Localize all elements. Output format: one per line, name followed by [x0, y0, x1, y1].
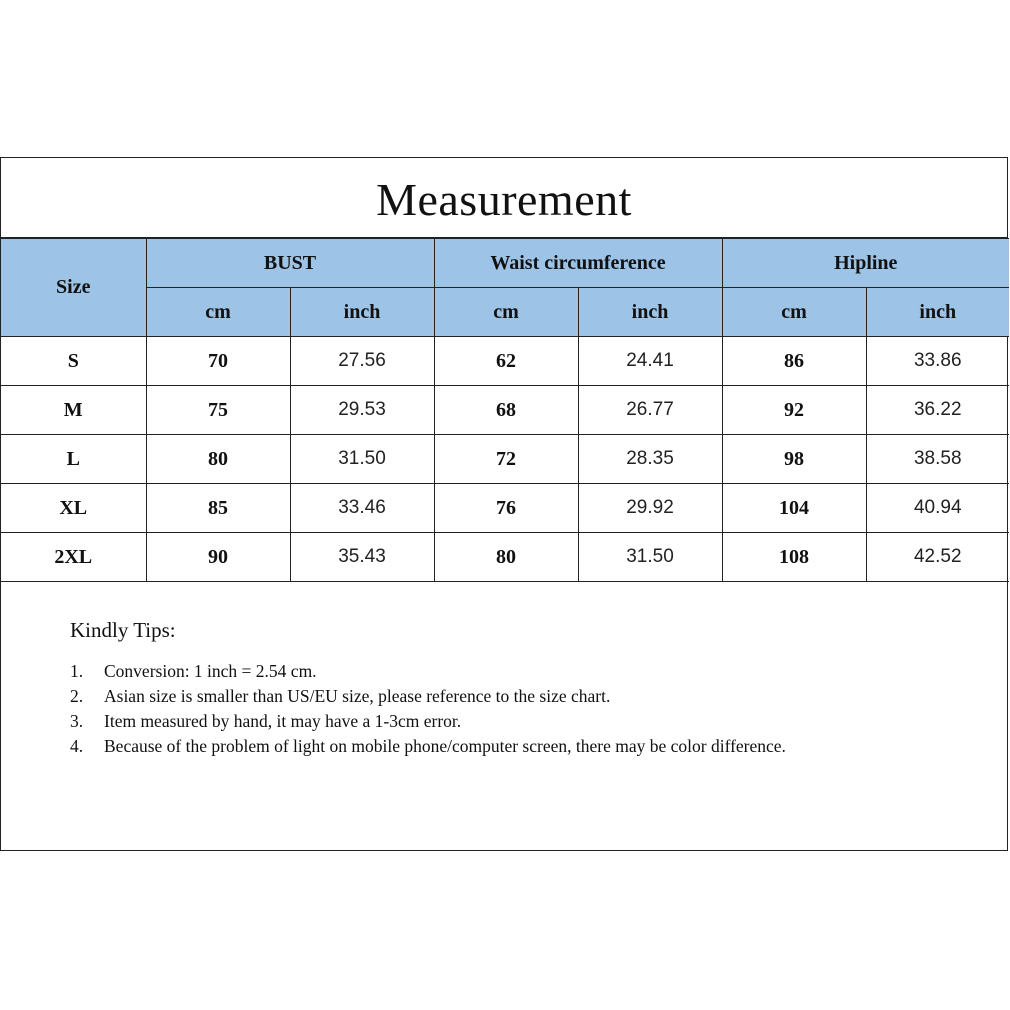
header-group-hipline: Hipline [722, 239, 1009, 288]
size-cell: S [1, 337, 146, 386]
bust-cm-cell: 90 [146, 533, 290, 582]
header-size: Size [1, 239, 146, 337]
table-row [1, 337, 1009, 386]
header-unit: inch [290, 288, 434, 337]
bust-inch-cell: 27.56 [290, 337, 434, 386]
list-item [70, 684, 1007, 709]
table-row [1, 386, 1009, 435]
table-row [1, 533, 1009, 582]
waist-cm-cell: 62 [434, 337, 578, 386]
bust-inch-cell: 35.43 [290, 533, 434, 582]
waist-inch-cell: 28.35 [578, 435, 722, 484]
bust-cm-cell: 80 [146, 435, 290, 484]
header-group-waist: Waist circumference [434, 239, 722, 288]
hip-cm-cell: 108 [722, 533, 866, 582]
hip-inch-cell: 33.86 [866, 337, 1009, 386]
bust-cm-cell: 75 [146, 386, 290, 435]
header-row-units [1, 288, 1009, 337]
tips-title: Kindly Tips: [70, 618, 176, 642]
hip-inch-cell: 40.94 [866, 484, 1009, 533]
header-unit: cm [722, 288, 866, 337]
waist-cm-cell: 80 [434, 533, 578, 582]
header-unit: cm [146, 288, 290, 337]
hip-inch-cell: 42.52 [866, 533, 1009, 582]
hip-inch-cell: 38.58 [866, 435, 1009, 484]
table-row [1, 435, 1009, 484]
hip-cm-cell: 92 [722, 386, 866, 435]
waist-inch-cell: 31.50 [578, 533, 722, 582]
waist-cm-cell: 76 [434, 484, 578, 533]
size-cell: M [1, 386, 146, 435]
tip-number: 1. [70, 661, 84, 681]
tips-list [70, 659, 1007, 759]
tip-text: Conversion: 1 inch = 2.54 cm. [104, 661, 317, 681]
tip-number: 4. [70, 736, 84, 756]
tip-text: Item measured by hand, it may have a 1-3cm error. [104, 711, 462, 731]
size-cell: XL [1, 484, 146, 533]
bust-cm-cell: 85 [146, 484, 290, 533]
hip-cm-cell: 86 [722, 337, 866, 386]
bust-inch-cell: 29.53 [290, 386, 434, 435]
table-row [1, 484, 1009, 533]
header-unit: inch [578, 288, 722, 337]
waist-cm-cell: 68 [434, 386, 578, 435]
size-chart-frame [0, 157, 1008, 851]
hip-cm-cell: 98 [722, 435, 866, 484]
size-cell: 2XL [1, 533, 146, 582]
bust-cm-cell: 70 [146, 337, 290, 386]
waist-inch-cell: 29.92 [578, 484, 722, 533]
measurement-table [1, 238, 1009, 582]
tip-number: 3. [70, 711, 84, 731]
bust-inch-cell: 33.46 [290, 484, 434, 533]
tips-section [1, 582, 1007, 759]
tip-number: 2. [70, 686, 84, 706]
waist-cm-cell: 72 [434, 435, 578, 484]
list-item [70, 659, 1007, 684]
header-unit: inch [866, 288, 1009, 337]
waist-inch-cell: 24.41 [578, 337, 722, 386]
header-unit: cm [434, 288, 578, 337]
waist-inch-cell: 26.77 [578, 386, 722, 435]
list-item [70, 709, 1007, 734]
hip-cm-cell: 104 [722, 484, 866, 533]
header-group-bust: BUST [146, 239, 434, 288]
title-row [1, 158, 1007, 238]
hip-inch-cell: 36.22 [866, 386, 1009, 435]
tip-text: Asian size is smaller than US/EU size, please reference to the size chart. [104, 686, 611, 706]
tip-text: Because of the problem of light on mobile phone/computer screen, there may be color difference. [104, 736, 786, 756]
page-title: Measurement [376, 174, 632, 225]
header-row-groups [1, 239, 1009, 288]
size-cell: L [1, 435, 146, 484]
bust-inch-cell: 31.50 [290, 435, 434, 484]
list-item [70, 734, 1007, 759]
